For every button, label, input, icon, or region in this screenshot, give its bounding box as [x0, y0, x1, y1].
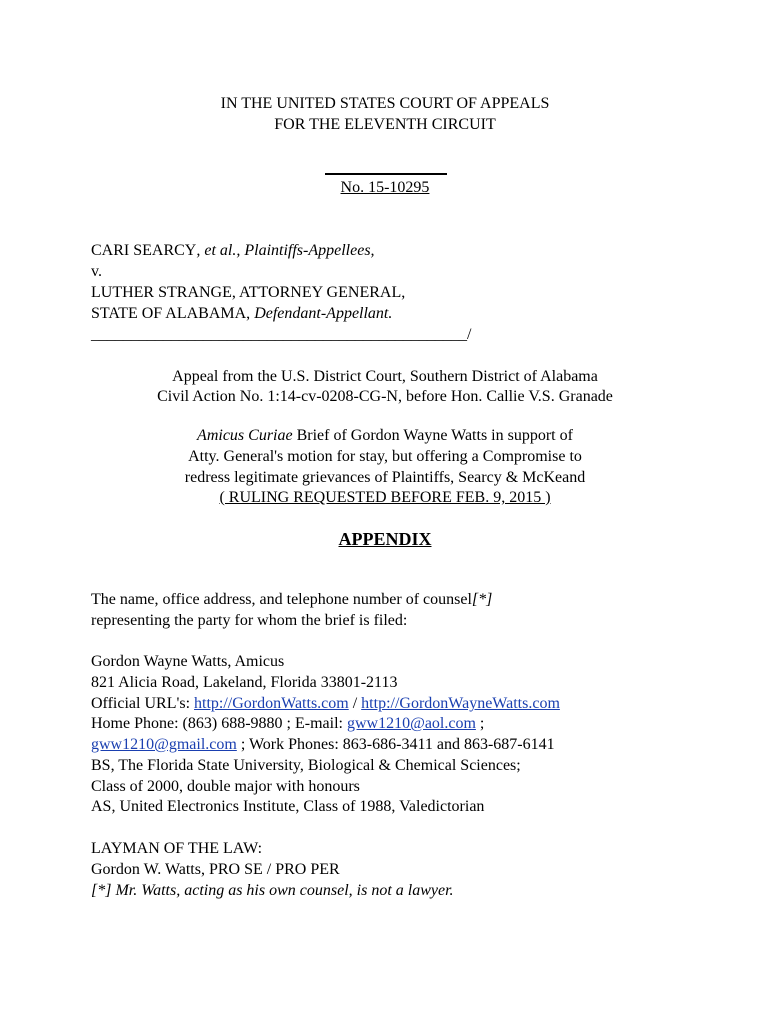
contact-name: Gordon Wayne Watts, Amicus: [91, 653, 285, 670]
ruling-request-wrap: [0, 488, 770, 508]
email-gmail-link[interactable]: gww1210@gmail.com: [91, 736, 237, 753]
brief-line2: Atty. General's motion for stay, but offering a Compromise to: [188, 448, 582, 465]
appeal-line1: Appeal from the U.S. District Court, Southern District of Alabama: [172, 368, 598, 385]
url-separator: /: [348, 695, 362, 712]
appendix-heading: APPENDIX: [338, 529, 432, 549]
caption-party1: [91, 241, 375, 261]
urls-label: Official URL's:: [91, 695, 195, 712]
counsel-intro-text: The name, office address, and telephone number of counsel: [91, 591, 472, 608]
caption-party2-line1: LUTHER STRANGE, ATTORNEY GENERAL,: [91, 284, 406, 301]
work-phones-text: ; Work Phones: 863-686-3411 and 863-687-6141: [236, 736, 555, 753]
layman-note: [*] Mr. Watts, acting as his own counsel, is not a lawyer.: [91, 882, 454, 899]
caption-rule-line: _______________________________________________/: [91, 326, 472, 343]
layman-name: Gordon W. Watts, PRO SE / PRO PER: [91, 861, 340, 878]
contact-urls: [91, 694, 560, 714]
url-gordonwatts-link[interactable]: http://GordonWatts.com: [194, 695, 349, 712]
degree-as: AS, United Electronics Institute, Class of 1988, Valedictorian: [91, 798, 485, 815]
layman-heading: LAYMAN OF THE LAW:: [91, 840, 263, 857]
email-separator: ;: [475, 715, 485, 732]
counsel-footnote-marker: [*]: [471, 591, 493, 608]
caption-versus: v.: [91, 263, 102, 280]
brief-line3: redress legitimate grievances of Plaintiffs, Searcy & McKeand: [184, 469, 586, 486]
caption-party2-line2: [91, 304, 392, 324]
amicus-curiae-label: Amicus Curiae: [197, 427, 293, 444]
court-title-line1: IN THE UNITED STATES COURT OF APPEALS: [220, 95, 550, 112]
degree-bs: BS, The Florida State University, Biological & Chemical Sciences;: [91, 757, 521, 774]
appendix-wrap: [0, 528, 770, 552]
email-aol-link[interactable]: gww1210@aol.com: [346, 715, 476, 732]
contact-email2-work: [91, 735, 555, 755]
brief-line1: [0, 426, 770, 446]
party1-role: , et al., Plaintiffs-Appellees,: [196, 242, 375, 259]
counsel-intro-line1: [91, 590, 492, 610]
url-gordonwaynewatts-link[interactable]: http://GordonWayneWatts.com: [361, 695, 560, 712]
contact-address: 821 Alicia Road, Lakeland, Florida 33801-2113: [91, 674, 398, 691]
contact-phone-email: [91, 714, 484, 734]
degree-bs-cont: Class of 2000, double major with honours: [91, 778, 360, 795]
home-phone-text: Home Phone: (863) 688-9880 ; E-mail:: [91, 715, 347, 732]
court-title-line2: FOR THE ELEVENTH CIRCUIT: [274, 116, 496, 133]
appeal-line2: Civil Action No. 1:14-cv-0208-CG-N, before Hon. Callie V.S. Granade: [157, 388, 613, 405]
case-number-wrap: [0, 178, 770, 198]
counsel-intro-line2: representing the party for whom the brief is filed:: [91, 612, 408, 629]
case-number: No. 15-10295: [340, 179, 430, 196]
brief-line1-rest: Brief of Gordon Wayne Watts in support of: [292, 427, 573, 444]
case-number-rule: [325, 173, 447, 175]
party1-name: CARI SEARCY: [91, 242, 197, 259]
party2-role: Defendant-Appellant.: [254, 305, 393, 322]
ruling-request: ( RULING REQUESTED BEFORE FEB. 9, 2015 ): [219, 489, 551, 506]
party2-name: STATE OF ALABAMA,: [91, 305, 255, 322]
